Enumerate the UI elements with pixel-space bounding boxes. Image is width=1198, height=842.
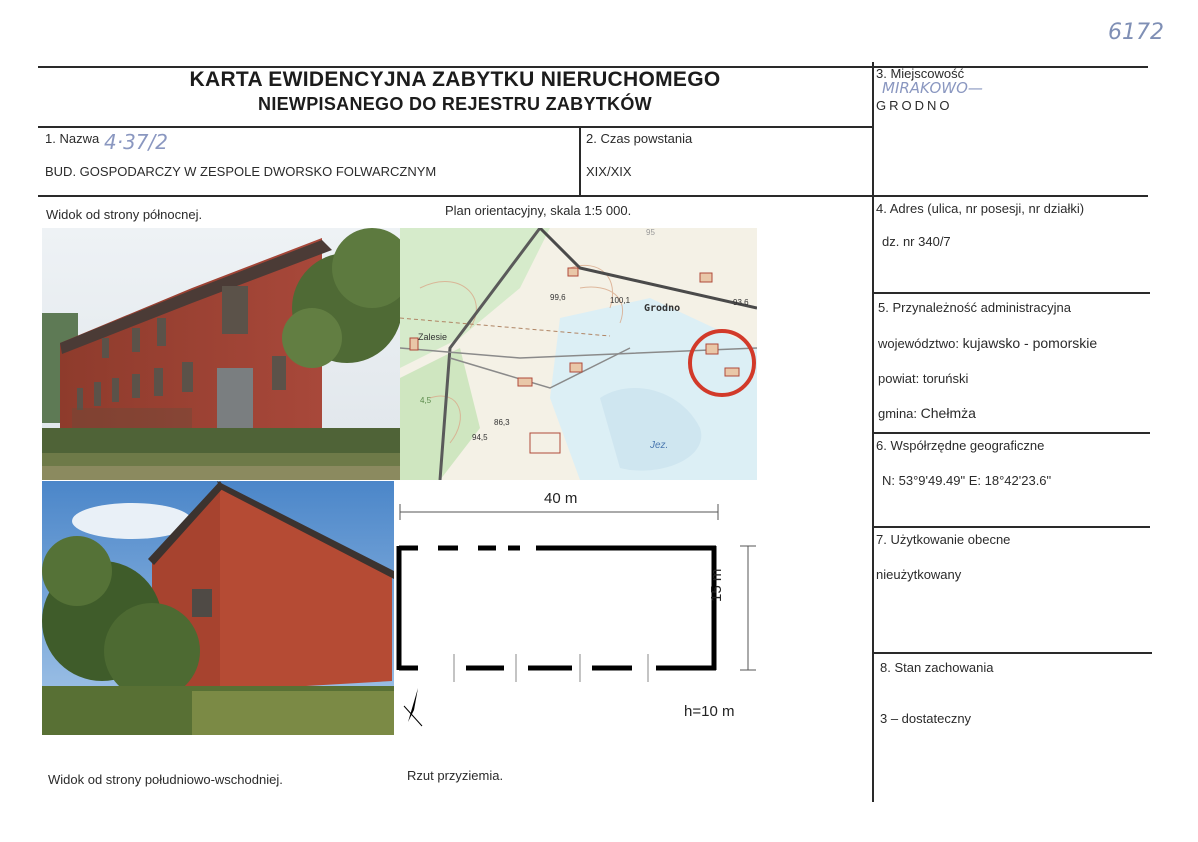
name-value: BUD. GOSPODARCZY W ZESPOLE DWORSKO FOLWARCZNYM [45, 164, 437, 179]
condition-value: 3 – dostateczny [880, 711, 972, 726]
coordinates-value: N: 53°9'49.49" E: 18°42'23.6" [882, 473, 1052, 488]
right-row-line-6 [872, 432, 1150, 434]
commune-label: gmina: [878, 406, 918, 421]
floor-plan-drawing [396, 482, 758, 735]
right-row-line-8 [872, 652, 1152, 654]
name-handwritten: 4·37/2 [104, 130, 168, 154]
voivodeship-value: kujawsko - pomorskie [962, 335, 1098, 351]
map-elevation-3: 93,6 [733, 298, 749, 307]
plan-height-label: h=10 m [684, 703, 735, 720]
page-subtitle: NIEWPISANEGO DO REJESTRU ZABYTKÓW [258, 94, 652, 114]
county-row [878, 371, 968, 386]
map-label-zalesie: Zalesie [418, 332, 448, 342]
map-label-grodno: Grodno [644, 303, 681, 314]
condition-label: 8. Stan zachowania [880, 660, 994, 675]
map-elevation-4: 86,3 [494, 418, 510, 427]
usage-label: 7. Użytkowanie obecne [876, 532, 1011, 547]
row1-bottom-border [38, 195, 1148, 197]
southeast-view-photo [42, 481, 394, 735]
north-view-photo [42, 228, 400, 480]
topographic-map-image [400, 228, 757, 480]
usage-value: nieużytkowany [876, 567, 962, 582]
voivodeship-label: województwo: [878, 336, 959, 351]
corner-number: 6172 [1108, 20, 1164, 45]
creation-time-value: XIX/XIX [586, 164, 632, 179]
county-label: powiat: [878, 371, 920, 386]
creation-time-label: 2. Czas powstania [586, 131, 693, 146]
col-divider-name [579, 126, 581, 196]
county-value: toruński [922, 371, 969, 386]
coordinates-label: 6. Współrzędne geograficzne [876, 438, 1045, 453]
brick-building-north-image [42, 228, 400, 480]
commune-row [878, 405, 976, 421]
map-elevation-5: 94,5 [472, 433, 488, 442]
locality-value: GRODNO [876, 98, 953, 113]
page-title: KARTA EWIDENCYJNA ZABYTKU NIERUCHOMEGO [189, 68, 721, 91]
north-view-caption: Widok od strony północnej. [46, 207, 203, 222]
voivodeship-row [878, 335, 1097, 351]
map-label-lake: Jez. [650, 440, 669, 451]
right-row-line-7 [872, 526, 1150, 528]
administration-label: 5. Przynależność administracyjna [878, 300, 1071, 315]
floor-plan [396, 482, 758, 735]
plan-caption: Rzut przyziemia. [407, 768, 504, 783]
map-caption: Plan orientacyjny, skala 1:5 000. [445, 203, 632, 218]
right-row-line-5 [872, 292, 1150, 294]
orientation-map [400, 228, 757, 480]
locality-handwritten: MIRAKOWO— [882, 79, 983, 97]
brick-building-southeast-image [42, 481, 394, 735]
address-value: dz. nr 340/7 [882, 234, 951, 249]
map-elevation-7: 4,5 [420, 396, 432, 405]
southeast-view-caption: Widok od strony południowo-wschodniej. [48, 772, 283, 787]
locality-label: 3. Miejscowość [876, 66, 965, 81]
map-elevation-2: 100,1 [610, 296, 631, 305]
commune-value: Chełmża [920, 405, 976, 421]
map-elevation-6: 95 [646, 228, 655, 237]
map-elevation-1: 99,6 [550, 293, 566, 302]
plan-width-label: 40 m [544, 490, 578, 507]
plan-depth-label: 15 m [708, 568, 725, 602]
header-bottom-border [38, 126, 872, 128]
address-label: 4. Adres (ulica, nr posesji, nr działki) [876, 201, 1085, 216]
name-label: 1. Nazwa [45, 131, 100, 146]
